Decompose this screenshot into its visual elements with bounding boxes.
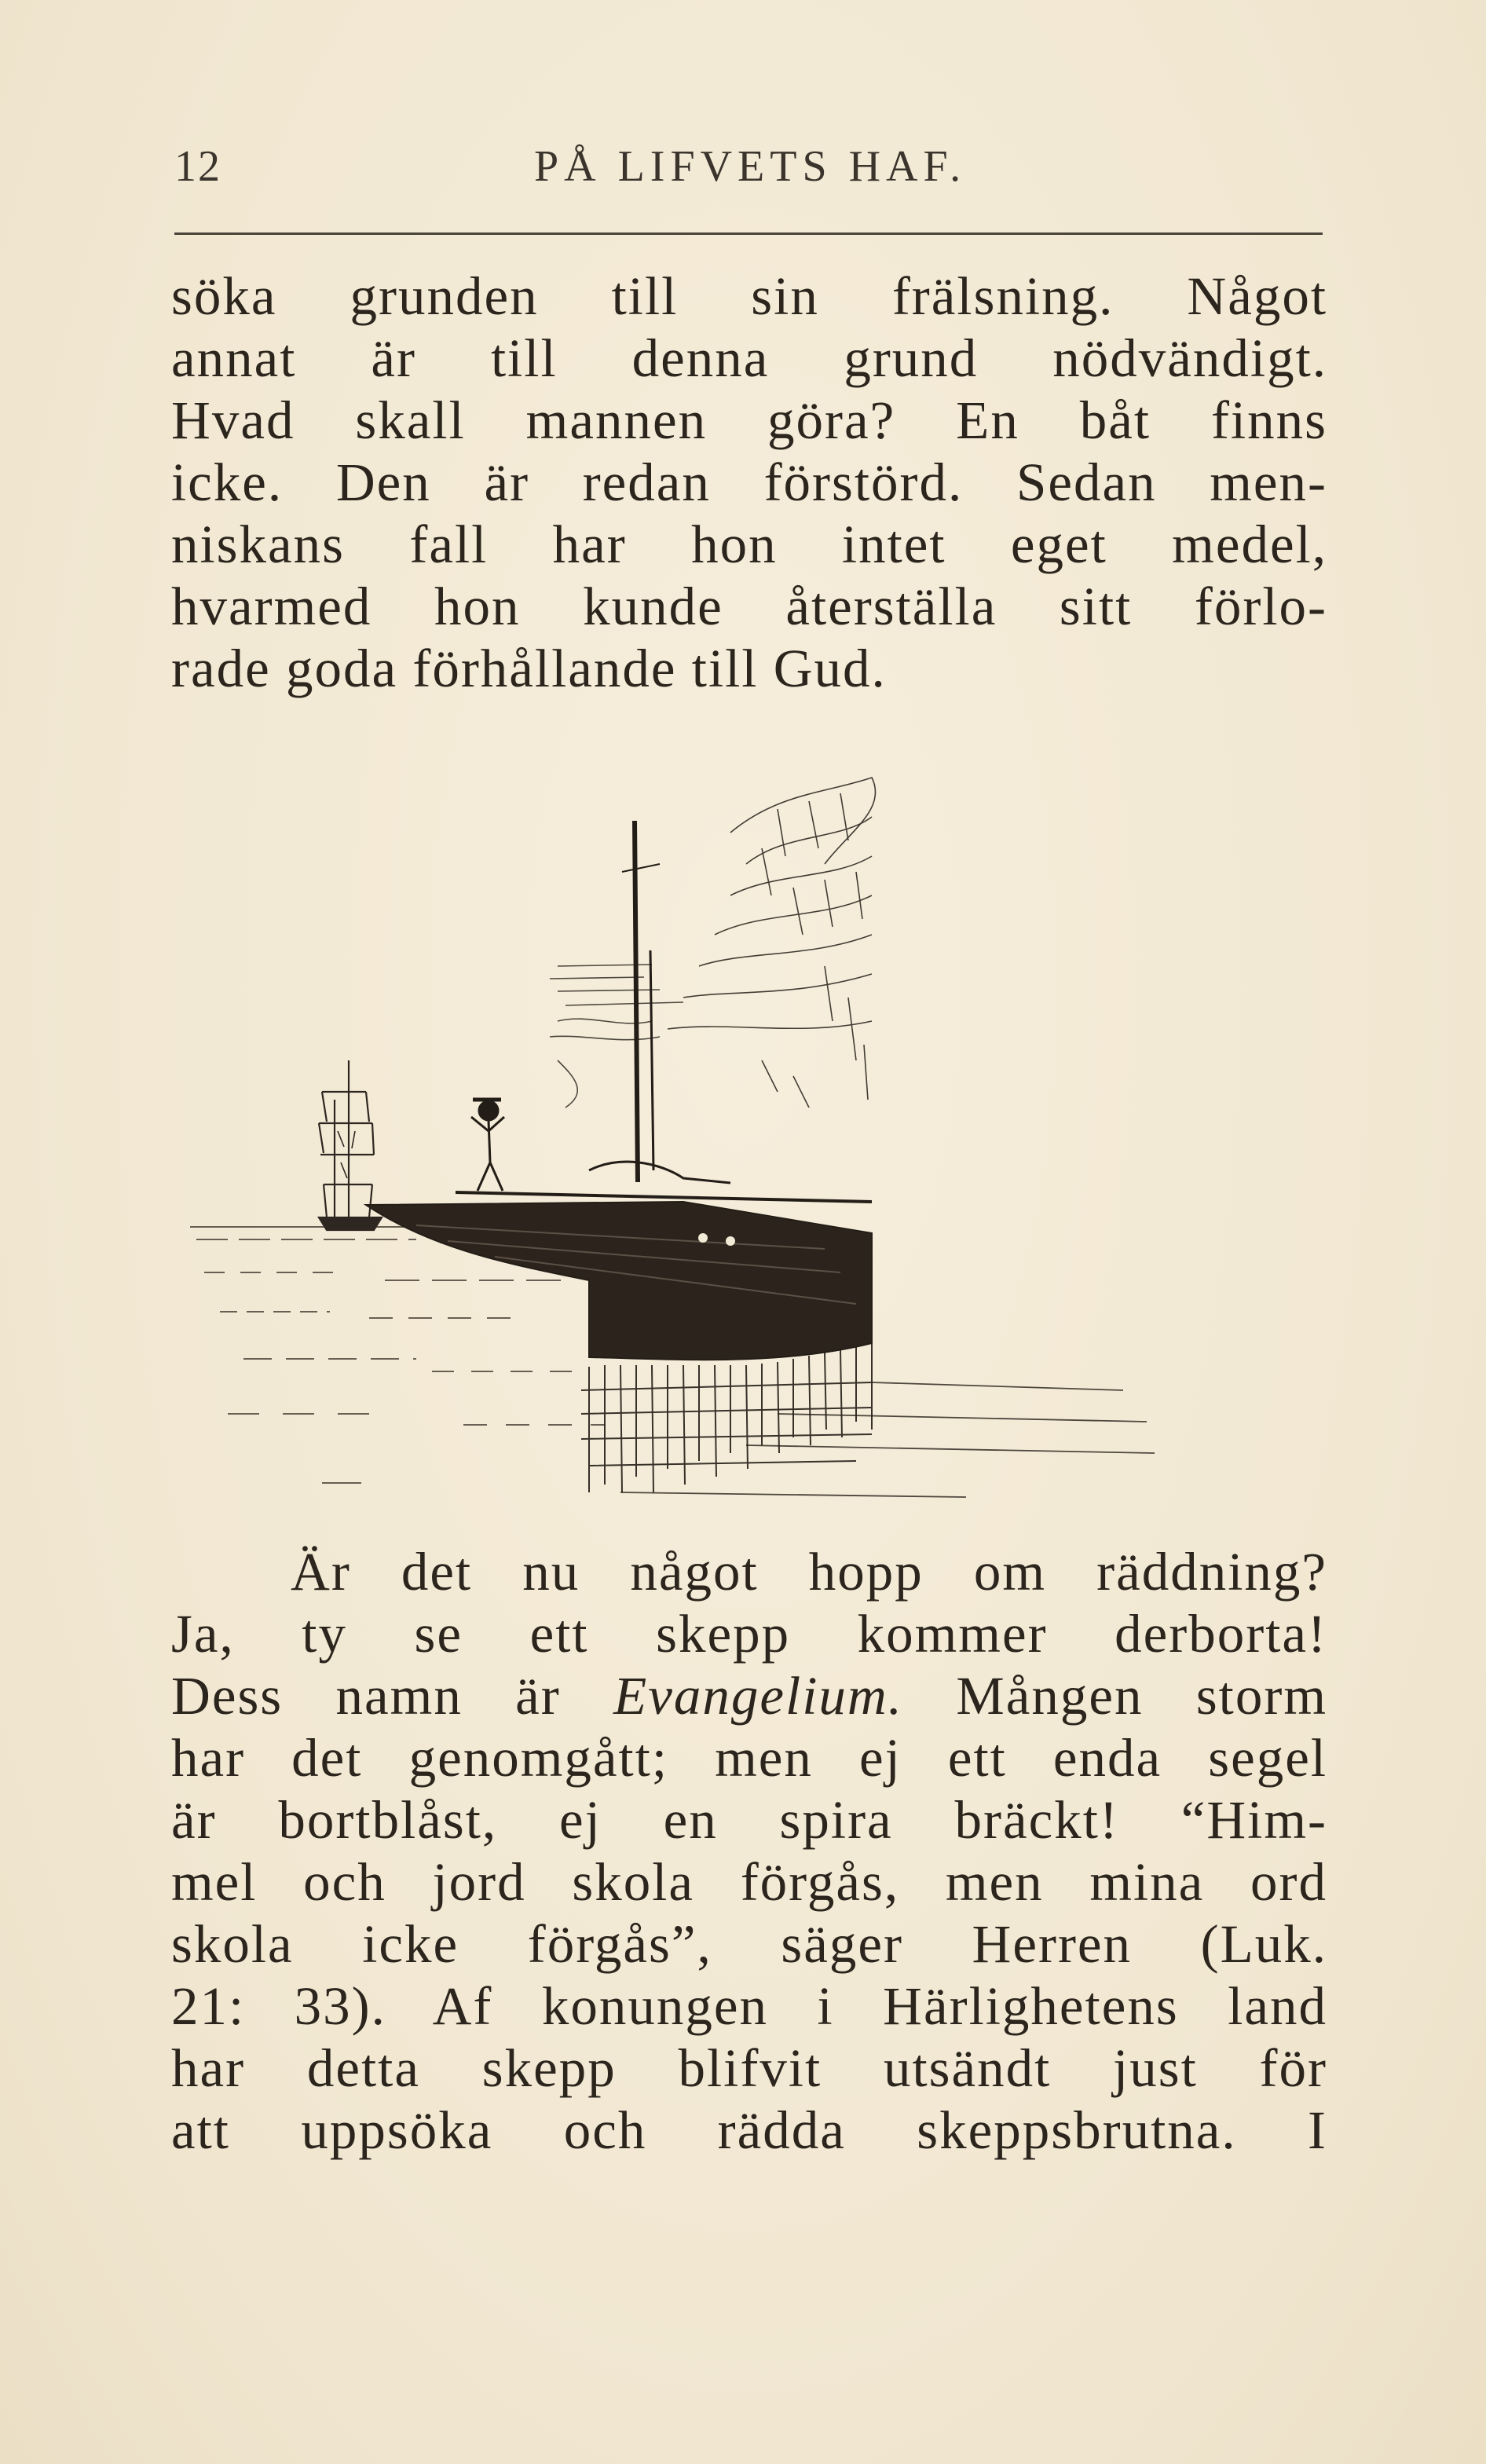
text-line: annat är till denna grund nödvändigt.: [171, 328, 1327, 388]
text-line: mel och jord skola förgås, men mina ord: [171, 1852, 1327, 1912]
paragraph-2: [171, 1541, 1327, 2162]
wake-lines: [620, 1382, 1155, 1497]
text-line: skola icke förgås”, säger Herren (Luk.: [171, 1914, 1327, 1974]
text-line: Är det nu något hopp om räddning?: [291, 1542, 1327, 1602]
text-segment: Dess namn är: [171, 1666, 614, 1726]
ship-illustration: [181, 762, 1288, 1500]
smoke-plume: [668, 778, 876, 1108]
italic-word: Evangelium.: [613, 1666, 903, 1726]
text-segment: Mången storm: [902, 1666, 1327, 1726]
paragraph-1: [171, 265, 1327, 700]
text-line: rade goda förhållande till Gud.: [171, 639, 887, 698]
text-line: Ja, ty se ett skepp kommer derborta!: [171, 1604, 1327, 1664]
steamship: [366, 778, 1155, 1497]
text-line: söka grunden till sin frälsning. Något: [171, 266, 1327, 326]
text-line: är bortblåst, ej en spira bräckt! “Him-: [171, 1790, 1327, 1850]
text-line: niskans fall har hon intet eget medel,: [171, 514, 1327, 574]
text-line-with-italic: [171, 1665, 1327, 1727]
text-line: att uppsöka och rädda skeppsbrutna. I: [171, 2100, 1327, 2160]
header-rule: [174, 232, 1323, 235]
page-header: [174, 141, 1321, 196]
man-at-bow: [471, 1100, 504, 1191]
steam-puff: [550, 965, 683, 1108]
hull-reflection: [581, 1343, 872, 1492]
text-line: har det genomgått; men ej ett enda segel: [171, 1728, 1327, 1788]
text-line: har detta skepp blifvit utsändt just för: [171, 2038, 1327, 2098]
text-line: icke. Den är redan förstörd. Sedan men-: [171, 452, 1327, 512]
text-line: 21: 33). Af konungen i Härlighetens land: [171, 1976, 1327, 2036]
page-number: 12: [174, 142, 221, 191]
running-head: PÅ LIFVETS HAF.: [534, 142, 967, 191]
text-line: Hvad skall mannen göra? En båt finns: [171, 390, 1327, 450]
text-line: hvarmed hon kunde återställa sitt förlo-: [171, 577, 1327, 636]
